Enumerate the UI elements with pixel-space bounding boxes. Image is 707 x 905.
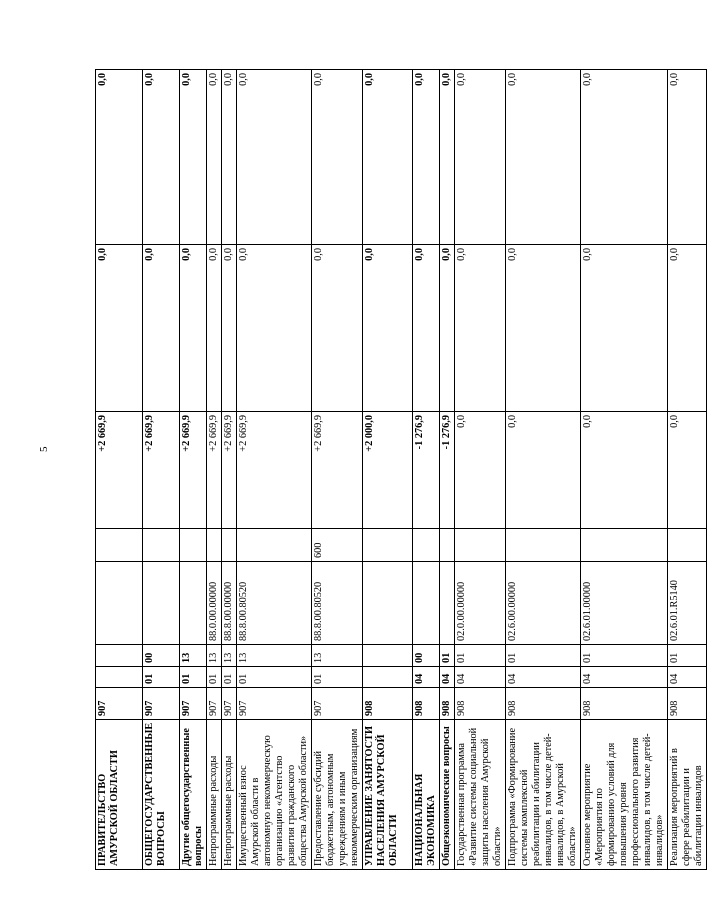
table-row xyxy=(312,70,363,870)
row-expense-type xyxy=(363,529,413,562)
row-expense-type xyxy=(222,529,237,562)
row-section-code: 01 xyxy=(312,667,363,688)
table-row xyxy=(180,70,207,870)
row-amount-2024: +2 669,9 xyxy=(143,412,180,529)
row-target-article xyxy=(363,562,413,645)
row-section-code: 01 xyxy=(222,667,237,688)
page-number: 5 xyxy=(38,446,50,452)
row-subsection-code: 13 xyxy=(312,645,363,667)
row-amount-2025: 0,0 xyxy=(363,245,413,412)
row-section-code: 04 xyxy=(413,667,440,688)
row-target-article xyxy=(440,562,455,645)
row-target-article: 02.0.00.00000 xyxy=(455,562,506,645)
row-expense-type xyxy=(440,529,455,562)
row-expense-type xyxy=(581,529,668,562)
row-admin-code: 907 xyxy=(180,688,207,720)
row-name: НАЦИОНАЛЬНАЯ ЭКОНОМИКА xyxy=(413,720,440,870)
row-amount-2025: 0,0 xyxy=(440,245,455,412)
row-name: Государственная программа «Развитие системы социальной защиты населения Амурской области» xyxy=(455,720,506,870)
row-amount-2026: 0,0 xyxy=(413,70,440,245)
row-amount-2026: 0,0 xyxy=(455,70,506,245)
row-expense-type xyxy=(455,529,506,562)
row-admin-code: 907 xyxy=(207,688,222,720)
row-amount-2024: +2 669,9 xyxy=(237,412,312,529)
table-row xyxy=(455,70,506,870)
row-name: УПРАВЛЕНИЕ ЗАНЯТОСТИ НАСЕЛЕНИЯ АМУРСКОЙ ОБЛАСТИ xyxy=(363,720,413,870)
table-row xyxy=(96,70,143,870)
row-amount-2025: 0,0 xyxy=(237,245,312,412)
row-section-code: 01 xyxy=(207,667,222,688)
table-row xyxy=(207,70,222,870)
row-amount-2024: +2 669,9 xyxy=(207,412,222,529)
row-amount-2026: 0,0 xyxy=(222,70,237,245)
table-row xyxy=(440,70,455,870)
row-amount-2025: 0,0 xyxy=(207,245,222,412)
row-amount-2026: 0,0 xyxy=(440,70,455,245)
row-admin-code: 908 xyxy=(581,688,668,720)
row-amount-2026: 0,0 xyxy=(363,70,413,245)
row-section-code xyxy=(363,667,413,688)
table-row xyxy=(581,70,668,870)
row-name: ОБЩЕГОСУДАРСТВЕННЫЕ ВОПРОСЫ xyxy=(143,720,180,870)
row-name: Имущественный взнос Амурской области в автономную некоммерческую организацию «Агентство развития гражданского общества Амурской области» xyxy=(237,720,312,870)
row-admin-code: 908 xyxy=(413,688,440,720)
row-amount-2024: +2 669,9 xyxy=(96,412,143,529)
row-target-article xyxy=(180,562,207,645)
row-amount-2025: 0,0 xyxy=(455,245,506,412)
row-admin-code: 907 xyxy=(143,688,180,720)
row-admin-code: 907 xyxy=(222,688,237,720)
table-row xyxy=(143,70,180,870)
row-expense-type xyxy=(143,529,180,562)
row-subsection-code xyxy=(363,645,413,667)
row-amount-2025: 0,0 xyxy=(581,245,668,412)
row-section-code: 04 xyxy=(440,667,455,688)
budget-table-body xyxy=(96,70,707,870)
row-section-code: 01 xyxy=(237,667,312,688)
row-amount-2024: +2 669,9 xyxy=(180,412,207,529)
row-subsection-code: 13 xyxy=(207,645,222,667)
row-target-article: 02.6.00.00000 xyxy=(506,562,581,645)
row-section-code: 01 xyxy=(143,667,180,688)
row-name: Непрограммные расходы xyxy=(222,720,237,870)
row-target-article: 88.0.00.00000 xyxy=(207,562,222,645)
row-amount-2024: 0,0 xyxy=(455,412,506,529)
row-amount-2026: 0,0 xyxy=(143,70,180,245)
row-target-article xyxy=(413,562,440,645)
row-section-code: 04 xyxy=(455,667,506,688)
row-subsection-code: 01 xyxy=(506,645,581,667)
row-target-article: 88.8.00.80520 xyxy=(237,562,312,645)
row-target-article: 88.8.00.00000 xyxy=(222,562,237,645)
table-row xyxy=(506,70,581,870)
row-amount-2026: 0,0 xyxy=(180,70,207,245)
row-expense-type xyxy=(180,529,207,562)
row-section-code xyxy=(96,667,143,688)
row-subsection-code: 00 xyxy=(143,645,180,667)
row-amount-2024: +2 000,0 xyxy=(363,412,413,529)
row-subsection-code: 01 xyxy=(455,645,506,667)
table-row xyxy=(237,70,312,870)
row-amount-2026: 0,0 xyxy=(312,70,363,245)
row-subsection-code: 13 xyxy=(222,645,237,667)
row-amount-2024: 0,0 xyxy=(668,412,707,529)
row-amount-2025: 0,0 xyxy=(180,245,207,412)
row-amount-2024: +2 669,9 xyxy=(222,412,237,529)
row-admin-code: 908 xyxy=(506,688,581,720)
row-admin-code: 908 xyxy=(455,688,506,720)
row-name: Основное мероприятие «Мероприятия по формированию условий для повышения уровня профессионального развития инвалидов, в том числе детей-инвалидов» xyxy=(581,720,668,870)
row-expense-type xyxy=(237,529,312,562)
row-name: ПРАВИТЕЛЬСТВО АМУРСКОЙ ОБЛАСТИ xyxy=(96,720,143,870)
row-target-article: 88.8.00.80520 xyxy=(312,562,363,645)
row-admin-code: 908 xyxy=(363,688,413,720)
row-amount-2025: 0,0 xyxy=(668,245,707,412)
table-row xyxy=(222,70,237,870)
row-target-article xyxy=(143,562,180,645)
row-admin-code: 907 xyxy=(96,688,143,720)
row-expense-type xyxy=(506,529,581,562)
row-section-code: 01 xyxy=(180,667,207,688)
row-expense-type xyxy=(96,529,143,562)
row-amount-2024: -1 276,9 xyxy=(440,412,455,529)
row-amount-2025: 0,0 xyxy=(413,245,440,412)
row-target-article: 02.6.01.R5140 xyxy=(668,562,707,645)
row-section-code: 04 xyxy=(581,667,668,688)
row-amount-2026: 0,0 xyxy=(207,70,222,245)
row-amount-2026: 0,0 xyxy=(668,70,707,245)
row-section-code: 04 xyxy=(506,667,581,688)
row-subsection-code: 00 xyxy=(413,645,440,667)
row-subsection-code xyxy=(96,645,143,667)
row-amount-2024: +2 669,9 xyxy=(312,412,363,529)
row-amount-2024: 0,0 xyxy=(506,412,581,529)
table-row xyxy=(413,70,440,870)
row-expense-type xyxy=(668,529,707,562)
row-subsection-code: 13 xyxy=(180,645,207,667)
row-amount-2026: 0,0 xyxy=(506,70,581,245)
budget-table xyxy=(95,69,707,870)
row-subsection-code: 01 xyxy=(440,645,455,667)
row-expense-type: 600 xyxy=(312,529,363,562)
row-amount-2025: 0,0 xyxy=(506,245,581,412)
row-admin-code: 907 xyxy=(312,688,363,720)
row-admin-code: 907 xyxy=(237,688,312,720)
row-name: Другие общегосударственные вопросы xyxy=(180,720,207,870)
row-amount-2025: 0,0 xyxy=(96,245,143,412)
row-admin-code: 908 xyxy=(668,688,707,720)
row-name: Предоставление субсидий бюджетным, автономным учреждениям и иным некоммерческим организациям xyxy=(312,720,363,870)
row-name: Общеэкономические вопросы xyxy=(440,720,455,870)
row-amount-2026: 0,0 xyxy=(96,70,143,245)
row-subsection-code: 01 xyxy=(668,645,707,667)
row-name: Непрограммные расходы xyxy=(207,720,222,870)
row-subsection-code: 01 xyxy=(581,645,668,667)
row-target-article xyxy=(96,562,143,645)
row-name: Реализация мероприятий в сфере реабилитации и абилитации инвалидов xyxy=(668,720,707,870)
row-name: Подпрограмма «Формирование системы комплексной реабилитации и абилитации инвалидов, в том числе детей-инвалидов, в Амурской области» xyxy=(506,720,581,870)
row-expense-type xyxy=(413,529,440,562)
table-row xyxy=(363,70,413,870)
row-amount-2026: 0,0 xyxy=(237,70,312,245)
row-target-article: 02.6.01.00000 xyxy=(581,562,668,645)
budget-table-container xyxy=(95,70,704,870)
row-amount-2026: 0,0 xyxy=(581,70,668,245)
row-admin-code: 908 xyxy=(440,688,455,720)
row-amount-2025: 0,0 xyxy=(143,245,180,412)
row-expense-type xyxy=(207,529,222,562)
row-subsection-code: 13 xyxy=(237,645,312,667)
row-amount-2025: 0,0 xyxy=(222,245,237,412)
row-amount-2024: -1 276,9 xyxy=(413,412,440,529)
row-amount-2025: 0,0 xyxy=(312,245,363,412)
row-amount-2024: 0,0 xyxy=(581,412,668,529)
row-section-code: 04 xyxy=(668,667,707,688)
table-row xyxy=(668,70,707,870)
